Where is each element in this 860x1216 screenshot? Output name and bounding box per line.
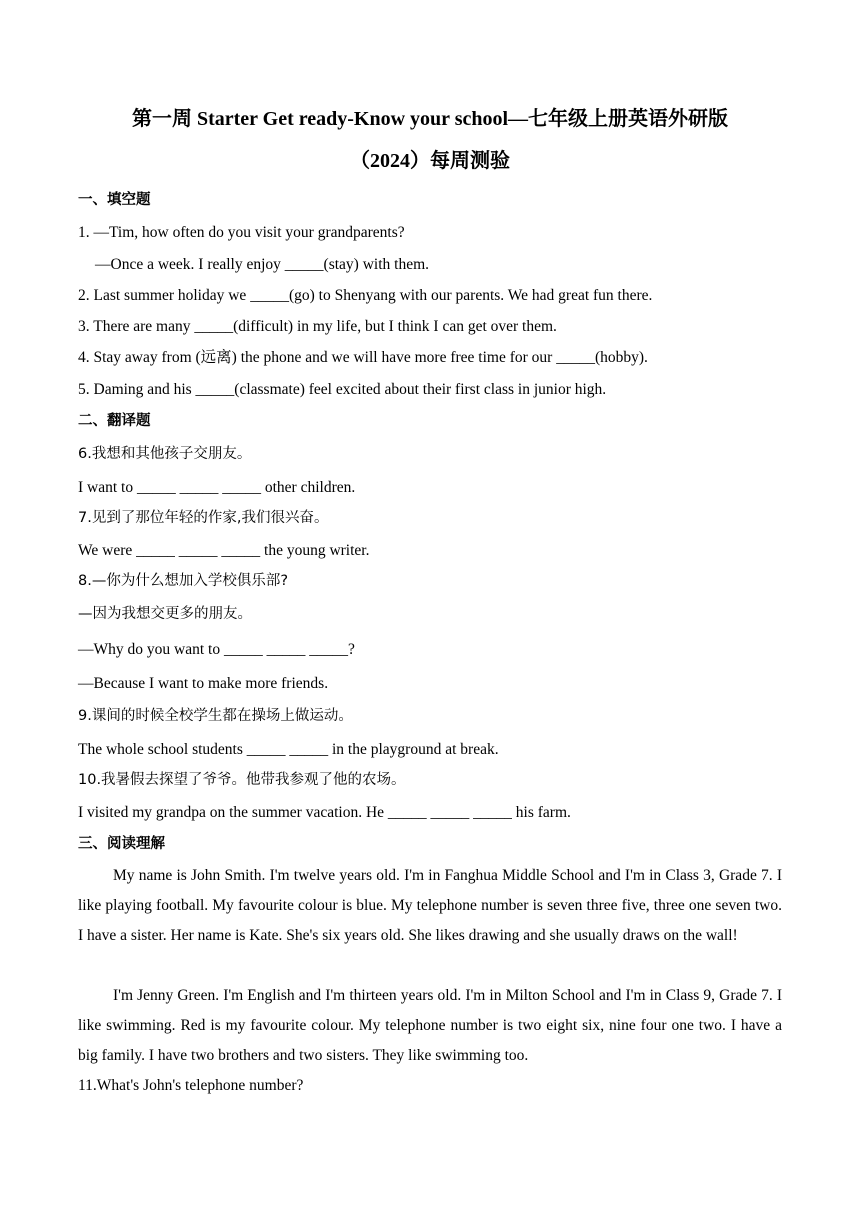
question-8-english-1: —Why do you want to _____ _____ _____? (78, 641, 355, 658)
question-5: 5. Daming and his _____(classmate) feel excited about their first class in junior high. (78, 381, 607, 398)
question-11: 11.What's John's telephone number? (78, 1077, 304, 1094)
page-title: 第一周 Starter Get ready-Know your school—七年级上册英语外研版 (131, 108, 729, 130)
page-subtitle: （2024）每周测验 (350, 150, 510, 172)
question-6-english: I want to _____ _____ _____ other children. (78, 479, 356, 496)
section-heading-fill-blank: 一、填空题 (78, 192, 151, 208)
question-8-english-2: —Because I want to make more friends. (78, 675, 329, 692)
section-heading-translation: 二、翻译题 (78, 413, 151, 429)
question-1-answer-line: —Once a week. I really enjoy _____(stay) with them. (95, 256, 430, 273)
question-9-english: The whole school students _____ _____ in the playground at break. (78, 741, 499, 758)
question-8-chinese-1: 8.—你为什么想加入学校俱乐部? (78, 573, 289, 589)
question-3: 3. There are many _____(difficult) in my life, but I think I can get over them. (78, 318, 557, 335)
question-10-english: I visited my grandpa on the summer vacation. He _____ _____ _____ his farm. (78, 804, 571, 821)
question-7-chinese: 7.见到了那位年轻的作家,我们很兴奋。 (78, 510, 329, 526)
section-heading-reading: 三、阅读理解 (78, 836, 165, 852)
reading-passage-jenny: I'm Jenny Green. I'm English and I'm thirteen years old. I'm in Milton School and I'm in Class 9, Grade 7. I like swimming. Red is my favourite colour. My telephone number is two eight six, nine four one two. I have a big family. I have two brothers and two sisters. They like swimming too. (78, 987, 782, 1064)
reading-passage-john: My name is John Smith. I'm twelve years old. I'm in Fanghua Middle School and I'm in Class 3, Grade 7. I like playing football. My favourite colour is blue. My telephone number is seven three five, three one seven two. I have a sister. Her name is Kate. She's six years old. She likes drawing and she usually draws on the wall! (78, 867, 782, 944)
question-9-chinese: 9.课间的时候全校学生都在操场上做运动。 (78, 708, 353, 724)
question-2: 2. Last summer holiday we _____(go) to Shenyang with our parents. We had great fun there. (78, 287, 653, 304)
question-8-chinese-2: —因为我想交更多的朋友。 (78, 606, 252, 622)
question-10-chinese: 10.我暑假去探望了爷爷。他带我参观了他的农场。 (78, 772, 406, 788)
question-6-chinese: 6.我想和其他孩子交朋友。 (78, 446, 252, 462)
question-4: 4. Stay away from (远离) the phone and we will have more free time for our _____(hobby). (78, 349, 648, 366)
question-1-prompt: 1. —Tim, how often do you visit your grandparents? (78, 224, 405, 241)
question-7-english: We were _____ _____ _____ the young writer. (78, 542, 370, 559)
